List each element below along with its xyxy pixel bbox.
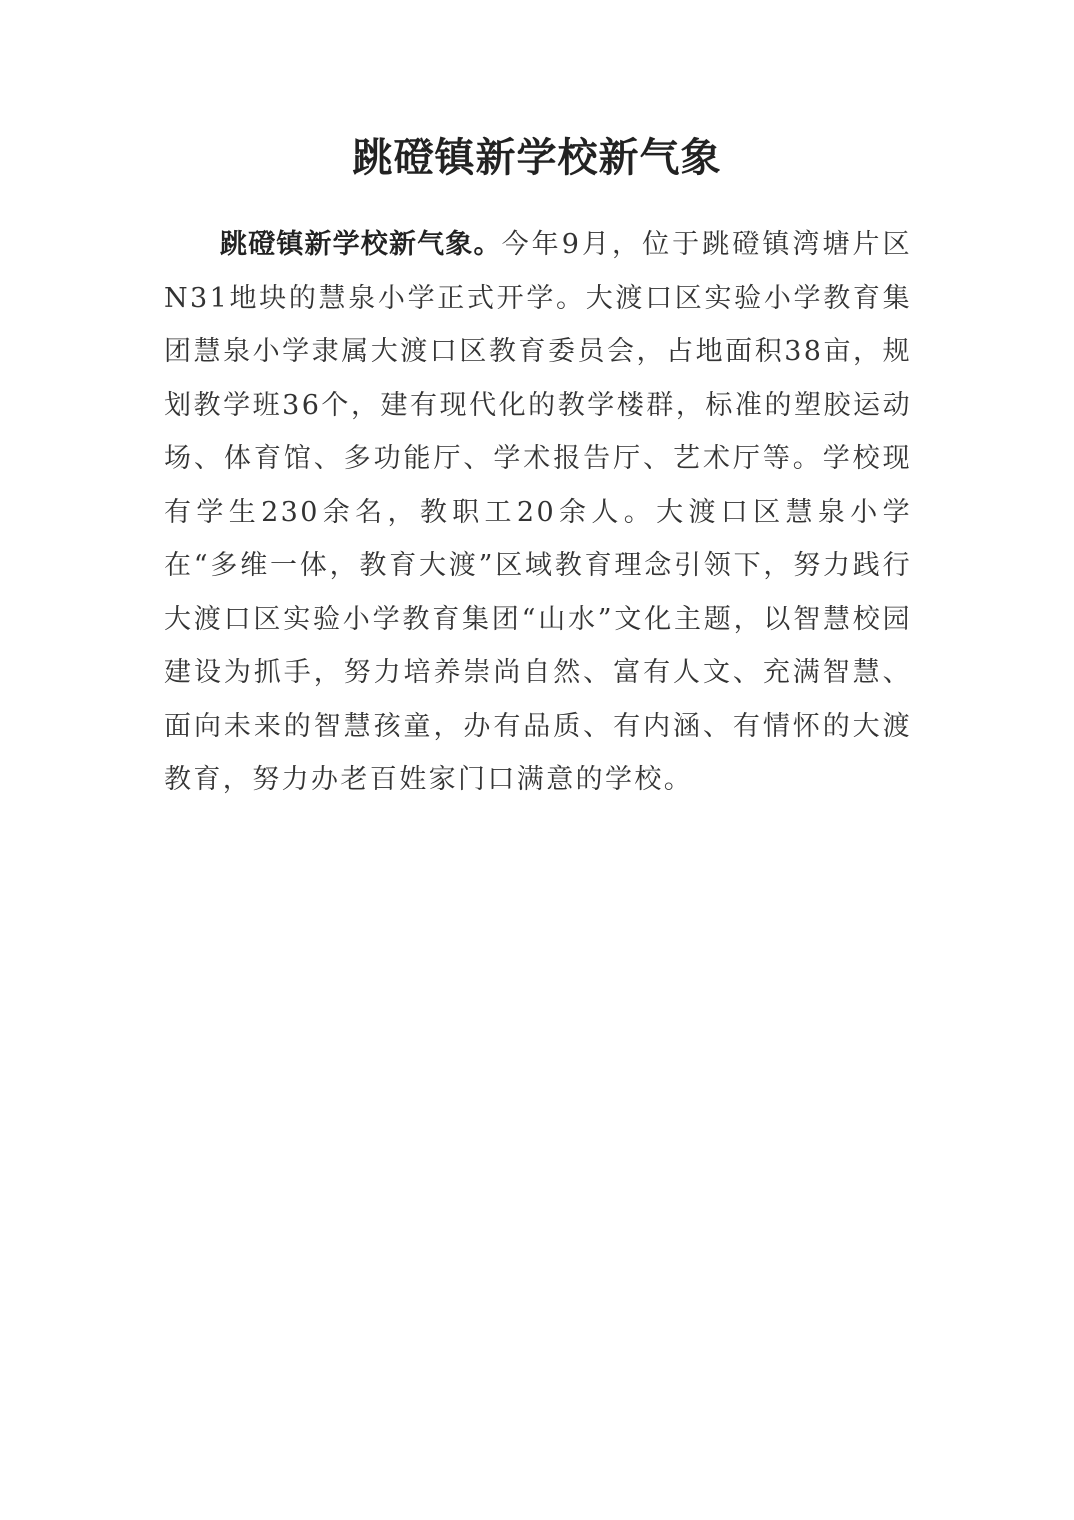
paragraph-lead: 跳磴镇新学校新气象。 — [220, 229, 502, 260]
document-title: 跳磴镇新学校新气象 — [352, 134, 722, 181]
body-paragraph — [164, 218, 912, 807]
paragraph-text: 今年9月，位于跳磴镇湾塘片区N31地块的慧泉小学正式开学。大渡口区实验小学教育集团慧泉小学隶属大渡口区教育委员会，占地面积38亩，规划教学班36个，建有现代化的教学楼群，标准的塑胶运动场、体育馆、多功能厅、学术报告厅、艺术厅等。学校现有学生230余名，教职工20余人。大渡口区慧泉小学在“多维一体，教育大渡”区域教育理念引领下，努力践行大渡口区实验小学教育集团“山水”文化主题，以智慧校园建设为抓手，努力培养崇尚自然、富有人文、充满智慧、面向未来的智慧孩童，办有品质、有内涵、有情怀的大渡教育，努力办老百姓家门口满意的学校。 — [164, 229, 913, 795]
